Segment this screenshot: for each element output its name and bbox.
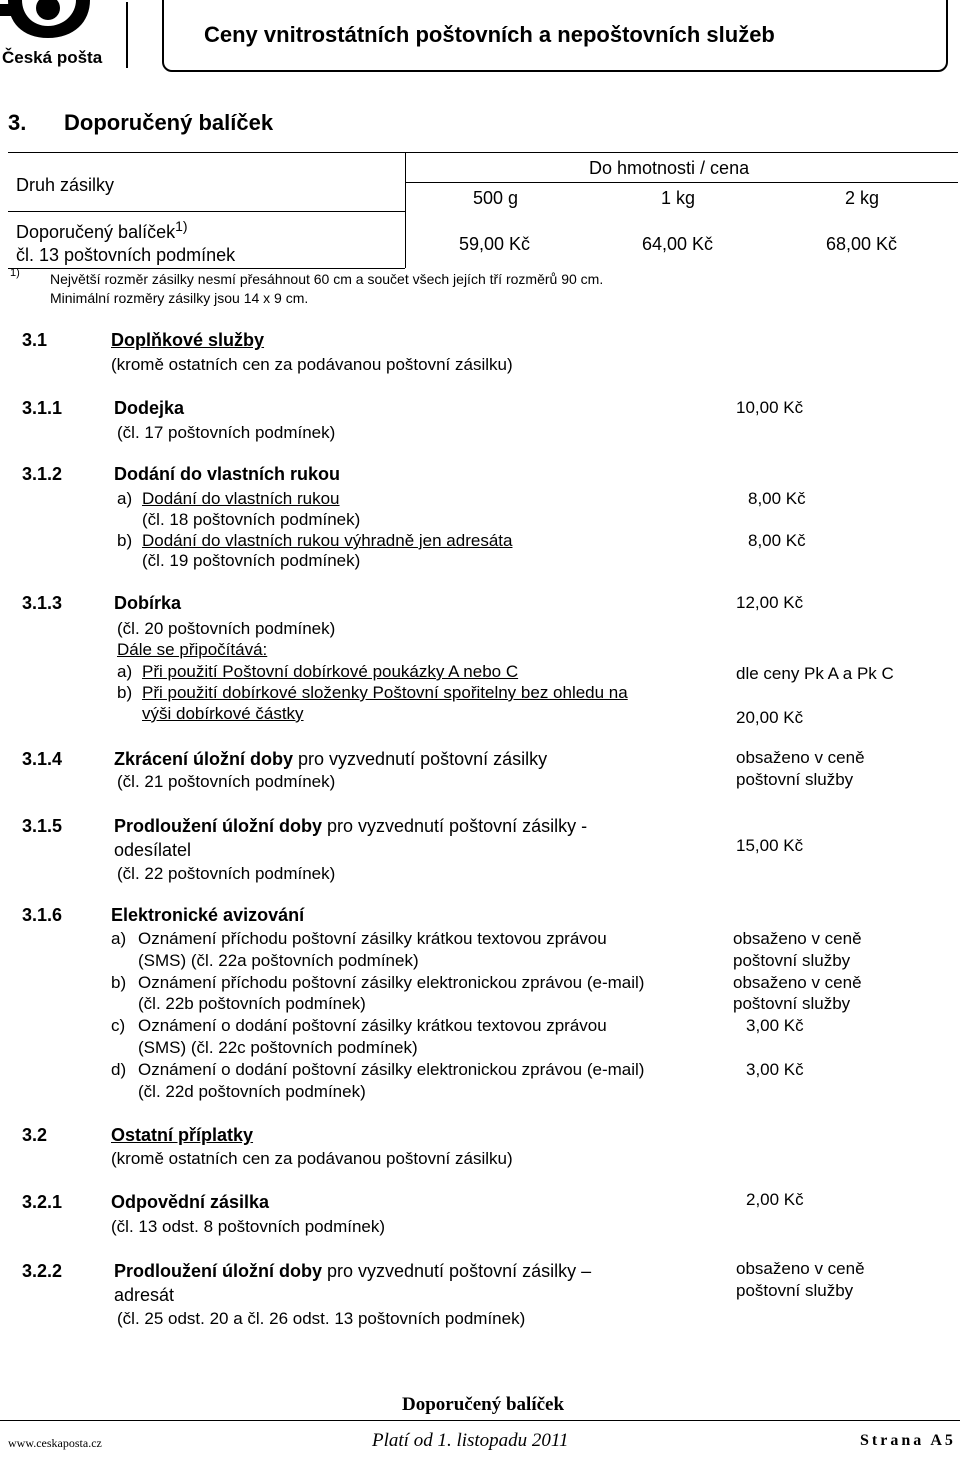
s322-price2: poštovní služby bbox=[736, 1281, 854, 1300]
s316-d-price: 3,00 Kč bbox=[746, 1060, 804, 1079]
s316-b-line1: Oznámení příchodu poštovní zásilky elektronickou zprávou (e-mail) bbox=[138, 973, 645, 992]
s31-number: 3.1 bbox=[22, 330, 48, 350]
price-2kg: 68,00 Kč bbox=[826, 234, 898, 254]
row-label-ref: čl. 13 poštovních podmínek bbox=[16, 245, 236, 265]
s32-subtitle: (kromě ostatních cen za podávanou poštovní zásilku) bbox=[111, 1149, 513, 1168]
s316-a-price2: poštovní služby bbox=[733, 951, 851, 970]
s313-number: 3.1.3 bbox=[22, 593, 63, 613]
s311-title: Dodejka bbox=[114, 398, 185, 418]
s314-title bbox=[114, 749, 547, 770]
s312-b-price: 8,00 Kč bbox=[748, 531, 806, 550]
s313-a-price: dle ceny Pk A a Pk C bbox=[736, 664, 894, 683]
row-label-text: Doporučený balíček bbox=[16, 222, 176, 242]
logo-text: Česká pošta bbox=[2, 48, 103, 67]
s313-a-text: Při použití Poštovní dobírkové poukázky A nebo C bbox=[142, 662, 519, 681]
weight-1kg: 1 kg bbox=[661, 188, 696, 208]
s31-subtitle: (kromě ostatních cen za podávanou poštovní zásilku) bbox=[111, 355, 513, 374]
s316-d-mark: d) bbox=[111, 1060, 127, 1079]
s311-ref: (čl. 17 poštovních podmínek) bbox=[117, 423, 336, 442]
s312-a-mark: a) bbox=[117, 489, 133, 508]
s32-number: 3.2 bbox=[22, 1125, 48, 1145]
footer-title: Doporučený balíček bbox=[402, 1394, 565, 1415]
s315-number: 3.1.5 bbox=[22, 816, 63, 836]
s311-number: 3.1.1 bbox=[22, 398, 63, 418]
s321-number: 3.2.1 bbox=[22, 1192, 63, 1212]
s312-b-ref: (čl. 19 poštovních podmínek) bbox=[142, 551, 361, 570]
s316-title: Elektronické avizování bbox=[111, 905, 305, 925]
banner-title: Ceny vnitrostátních poštovních a nepoštovních služeb bbox=[204, 22, 775, 47]
footnote-mark: 1) bbox=[10, 267, 20, 279]
s313-b-mark: b) bbox=[117, 683, 133, 702]
s315-title bbox=[114, 816, 587, 837]
section-title: Doporučený balíček bbox=[64, 110, 274, 135]
s31-title: Doplňkové služby bbox=[111, 330, 265, 350]
weight-2kg: 2 kg bbox=[845, 188, 880, 208]
s316-a-mark: a) bbox=[111, 929, 127, 948]
s316-c-line1: Oznámení o dodání poštovní zásilky krátkou textovou zprávou bbox=[138, 1016, 607, 1035]
s316-d-line1: Oznámení o dodání poštovní zásilky elektronickou zprávou (e-mail) bbox=[138, 1060, 645, 1079]
s313-b-price: 20,00 Kč bbox=[736, 708, 804, 727]
s322-title2: adresát bbox=[114, 1285, 175, 1305]
s316-b-line2: (čl. 22b poštovních podmínek) bbox=[138, 994, 366, 1013]
price-1kg: 64,00 Kč bbox=[642, 234, 714, 254]
footer-valid: Platí od 1. listopadu 2011 bbox=[372, 1430, 569, 1451]
s321-price: 2,00 Kč bbox=[746, 1190, 804, 1209]
s321-title: Odpovědní zásilka bbox=[111, 1192, 270, 1212]
s314-title-bold: Zkrácení úložní doby bbox=[114, 749, 294, 769]
s316-c-mark: c) bbox=[111, 1016, 126, 1035]
s316-a-line2: (SMS) (čl. 22a poštovních podmínek) bbox=[138, 951, 419, 970]
s312-a-text: Dodání do vlastních rukou bbox=[142, 489, 340, 508]
s313-a-mark: a) bbox=[117, 662, 133, 681]
s313-extra: Dále se připočítává: bbox=[117, 640, 268, 659]
s312-title: Dodání do vlastních rukou bbox=[114, 464, 341, 484]
s315-price: 15,00 Kč bbox=[736, 836, 804, 855]
s313-price: 12,00 Kč bbox=[736, 593, 804, 612]
s313-b-text2: výši dobírkové částky bbox=[142, 704, 304, 723]
row-label-footnote-mark: 1) bbox=[175, 218, 188, 234]
footer-website[interactable]: www.ceskaposta.cz bbox=[8, 1436, 102, 1450]
s322-title-rest: pro vyzvednutí poštovní zásilky – bbox=[321, 1261, 592, 1281]
col-type-header: Druh zásilky bbox=[16, 175, 115, 195]
s316-c-price: 3,00 Kč bbox=[746, 1016, 804, 1035]
s316-b-mark: b) bbox=[111, 973, 127, 992]
header-divider bbox=[126, 2, 128, 68]
post-horn-icon bbox=[0, 0, 100, 48]
col-weight-header: Do hmotnosti / cena bbox=[589, 158, 750, 178]
price-500g: 59,00 Kč bbox=[459, 234, 531, 254]
s313-b-text1: Při použití dobírkové složenky Poštovní spořitelny bez ohledu na bbox=[142, 683, 628, 702]
s313-title: Dobírka bbox=[114, 593, 182, 613]
s314-price1: obsaženo v ceně bbox=[736, 748, 865, 767]
footnote-line1: Největší rozměr zásilky nesmí přesáhnout 60 cm a součet všech jejích tří rozměrů 90 cm. bbox=[50, 271, 604, 287]
ceska-posta-logo bbox=[0, 0, 110, 72]
row-label bbox=[16, 218, 188, 243]
s316-b-price2: poštovní služby bbox=[733, 994, 851, 1013]
s312-a-price: 8,00 Kč bbox=[748, 489, 806, 508]
s32-title: Ostatní příplatky bbox=[111, 1125, 254, 1145]
s322-title bbox=[114, 1261, 591, 1282]
s322-title-bold: Prodloužení úložní doby bbox=[114, 1261, 322, 1281]
s314-price2: poštovní služby bbox=[736, 770, 854, 789]
footer-page: Strana A5 bbox=[860, 1432, 956, 1449]
s314-title-rest: pro vyzvednutí poštovní zásilky bbox=[293, 749, 548, 769]
s312-b-mark: b) bbox=[117, 531, 133, 550]
footer-divider bbox=[0, 1420, 960, 1421]
s316-b-price1: obsaženo v ceně bbox=[733, 973, 862, 992]
s315-title-rest: pro vyzvednutí poštovní zásilky - bbox=[321, 816, 588, 836]
s314-number: 3.1.4 bbox=[22, 749, 63, 769]
s316-a-price1: obsaženo v ceně bbox=[733, 929, 862, 948]
s322-ref: (čl. 25 odst. 20 a čl. 26 odst. 13 poštovních podmínek) bbox=[117, 1309, 526, 1328]
s312-b-text: Dodání do vlastních rukou výhradně jen adresáta bbox=[142, 531, 513, 550]
s314-ref: (čl. 21 poštovních podmínek) bbox=[117, 772, 336, 791]
header-banner bbox=[162, 0, 948, 72]
s312-a-ref: (čl. 18 poštovních podmínek) bbox=[142, 510, 361, 529]
s321-ref: (čl. 13 odst. 8 poštovních podmínek) bbox=[111, 1217, 386, 1236]
s316-c-line2: (SMS) (čl. 22c poštovních podmínek) bbox=[138, 1038, 418, 1057]
s315-ref: (čl. 22 poštovních podmínek) bbox=[117, 864, 336, 883]
s322-number: 3.2.2 bbox=[22, 1261, 63, 1281]
weight-500g: 500 g bbox=[473, 188, 519, 208]
s316-number: 3.1.6 bbox=[22, 905, 63, 925]
s312-number: 3.1.2 bbox=[22, 464, 63, 484]
s322-price1: obsaženo v ceně bbox=[736, 1259, 865, 1278]
s316-a-line1: Oznámení příchodu poštovní zásilky krátkou textovou zprávou bbox=[138, 929, 607, 948]
s316-d-line2: (čl. 22d poštovních podmínek) bbox=[138, 1082, 366, 1101]
s311-price: 10,00 Kč bbox=[736, 398, 804, 417]
s313-ref: (čl. 20 poštovních podmínek) bbox=[117, 619, 336, 638]
s315-title2: odesílatel bbox=[114, 840, 192, 860]
section-number: 3. bbox=[8, 110, 27, 135]
s315-title-bold: Prodloužení úložní doby bbox=[114, 816, 322, 836]
footnote-line2: Minimální rozměry zásilky jsou 14 x 9 cm. bbox=[50, 290, 309, 306]
